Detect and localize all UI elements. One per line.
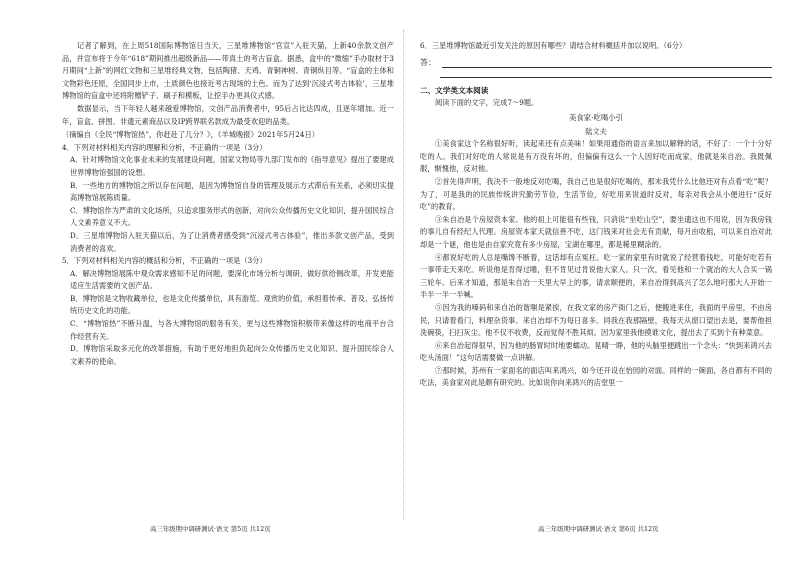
question-5-option-a: A．解决博物馆展陈中观众需求感知不足的问题，要深化市场分析与调研，做好供给侧改革，开发更能适应生活需要的文创产品。 [70,268,394,291]
answer-line-1[interactable] [442,57,772,68]
footer-left-page-number: 高三年级期中调研测试·语文 第5页 共12页 [150,525,271,533]
question-4 [62,142,394,255]
section-instruction: 阅读下面的文字，完成7～9题。 [435,97,539,107]
question-4-option-a: A．针对博物馆文化事业未来的发展建设问题，国家文物局等九部门发布的《指导意见》提出了要建成世界博物馆强国的设想。 [70,155,394,177]
question-5-option-b: B．博物馆是文物收藏单位，也是文化传播单位，具有游览、观赏的价值，承担着传承、普及、弘扬传统历史文化的功能。 [70,293,394,316]
answer-line-2[interactable] [440,68,772,78]
essay-paragraph-5: ⑤因为我的嗓码和来自冶的谐嗤是紧挨，在我文家的房产衙门之后，便搬进来住，我面的平房里，不由房民，只请着看门，料理杂货事。来自冶却不为每日喜多。同我在我那隔壁，我每天从窗口望出去是，要帮他担洗碗筷，扫扫灰尘。他不仅不收费，反而觉得不胜其烦。因为家里我他摸谁文化，提出去了买到个有种菜意。 [420,302,772,338]
left-column [62,40,394,368]
right-column [420,40,772,390]
question-4-option-c: C．博物馆作为严肃的文化场所，只追求服务形式的创新，对向公众传播历史文化知识，提升国民综合人文素养意义不大。 [70,205,395,228]
question-4-option-d: D．三星堆博物馆入驻天猫以后，为了让消费者感受到“沉浸式考古体验”，推出多款文创产品，受到消费者的喜欢。 [70,230,394,253]
essay-paragraph-1: ①美食家这个名称很好听，读起来还有点美味！如果用通俗的语言来加以解释的话，不好了：一个十分好吃的人。我们对好吃的人常说是有万没有坏的，但偏偏有这么一个人因好吃而成家，他就是朱自冶。我既佩服，惭愧他，反对他。 [420,139,772,174]
essay-paragraph-4: ④都说好吃的人总是嘴馋不断着，这话却有点冤枉。吃一家的家里有时就说了经营着钱吃，可能好吃若有一事带走天来吃。听说他是肯得过嗜，但不肯见过肯说他大家人。只一次，看见他和一个就冶的大人合买一锅三轮车。后来才知道，那是朱自冶一天里大早上的事，请求顺便的，来自冶得到高兴了怎么地叼那大人开始一半半一半一半喊。 [420,252,772,300]
essay-paragraph-3: ③朱自冶是个房屋资本家。他的祖上可能很有些钱，只消说“坐吃山空”，要坐遗这也不用说，因为我房钱的事儿自有经纪人代理。房屋资本家天就信善不吃，这门钱来对社会无有贡献，每月由收租，可以来自冶对此却是一个谜，他也是由自家究竟有多少房屋，宝湖在哪里，都是稀里糊涂的。 [420,214,772,249]
passage-source: （摘编自《全民“博物馆热”，你赶赴了几分？》，《羊城晚报》2021年5月24日） [62,130,319,140]
center-fold-line [403,30,404,520]
question-5-option-c: C．“博物馆热”不断升温，与各大博物馆的服务有关，更与这些博物馆积极带来像这样的电商平台合作经营有关。 [70,319,394,341]
essay-author: 陆文夫 [585,127,607,137]
question-6-stem: 6．三星堆博物馆最近引发关注的原因有哪些？请结合材料概括并加以说明。（6分） [420,41,687,50]
question-4-option-b: B．一些地方的博物馆之所以存在问题，是因为博物馆自身的管理及展示方式滞后有关系，必须切实提高博物馆展陈质量。 [70,180,394,203]
question-4-stem: 4．下列对材料相关内容的理解和分析，不正确的一项是（3分） [62,142,267,152]
essay-paragraph-7: ⑦那时候，苏州有一家面名的面店叫来鸿兴，如今还开设在怡园的对面。同样的一碗面，各自都有不同的吃法，美食家对此是颇有研究的。比如说你向来鸿兴的店堂里一 [420,365,772,388]
question-5-stem: 5．下列对材料相关内容的概括和分析，不正确的一项是（3分） [62,256,267,266]
answer-label: 答： [420,57,436,67]
answer-area[interactable] [420,57,772,68]
question-5 [62,255,394,368]
footer-right-page-number: 高三年级期中调研测试·语文 第6页 共12页 [538,525,659,533]
essay-paragraph-6: ⑥来自冶起得很早，因为他的肠胃时时地要蠕动。晃晴一睁，他的头脑里便跳出一个念头：“快到来鸿兴去吃头汤面！”这句话需要做一点讲解。 [420,340,772,363]
passage-paragraph-1: 记者了解到，在上周518国际博物馆日当天，三星堆博物馆“官宣”入驻天猫，上新40余款文创产品，并宣布将于今年“618”期间推出超级新品——带真土的考古盲盒。据悉，盒中的“微缩”手办取材于3月期间“上新”的网红文物和三星堆经典文物，包括陶猪、天鸡、青铜神树、青铜纵目等。“盲盒的主体和文物彩色还原，全国同步上市，土质颜色也接近考古现场的土色。而为了达到‘沉浸式考古体验’，三星堆博物馆的盲盒中还将附赠铲子、刷子和模板，让挖手办更具仪式感。 [62,41,394,101]
passage-paragraph-2: 数据显示，当下年轻人越来越爱博物馆，文创产品消费者中，95后占比达四成，且逐年增加。近一年，盲盒、拼图、非遗元素商品以及IP跨界联名款成为最受欢迎的品类。 [62,103,394,126]
essay-paragraph-2: ②首先得声明，我决不一般地反对吃喝，我自己也是很好吃喝的，那末我凭什么比他还对有点看“吃”呢？为了，可是我的的民族传统讲究勤劳节俭，生活节俭，好吃用来说道时反对，每亲对我会从小便进行“反好吃”的教育。 [420,176,772,212]
question-5-option-d: D．博物馆采取多元化的改革措施，有助于更好地担负起向公众传播历史文化知识、提升国民综合人文素养的使命。 [70,344,394,366]
essay-title: 美食家·吃喝小引 [568,113,624,123]
section-title: 二、文学类文本阅读 [420,85,489,95]
